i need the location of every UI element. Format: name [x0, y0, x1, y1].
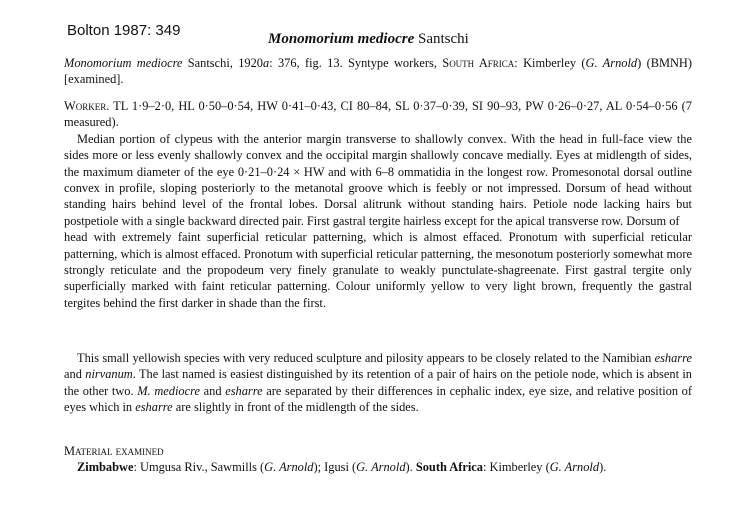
discussion-text: . The last named is easiest distinguished by its retention of a pair of hairs on the petiole node, which is absent in the other two. [64, 367, 692, 398]
material-section [64, 443, 692, 476]
discussion-text: This small yellowish species with very reduced sculpture and pilosity appears to be closely related to the Namibian [77, 351, 655, 365]
synonymy-collector: G. Arnold [585, 56, 638, 70]
discussion-paragraph [64, 350, 692, 416]
species-epithet: M. mediocre [137, 383, 200, 398]
material-collector: G. Arnold [264, 460, 314, 475]
species-epithet: esharre [654, 351, 692, 365]
material-heading: Material examined [64, 444, 164, 458]
species-epithet: nirvanum [85, 367, 133, 382]
synonymy-paragraph [64, 55, 692, 88]
material-collector: G. Arnold [356, 460, 406, 475]
species-name: Monomorium mediocre [268, 31, 415, 47]
material-country: Zimbabwe [77, 460, 134, 475]
species-epithet: esharre [135, 400, 173, 415]
worker-description-b: head with extremely faint superficial reticular patterning, which is almost effaced. Pronotum with superficial reticular patterning, which is almost effaced. Pronotum with superficial reticular patterning, the mesonotum posteriorly somewhat more strongly reticulate and the propodeum very finely granulate to weakly punctulate-shagreenate. First gastral tergite only superficially marked with faint reticular patterning. Colour uniformly yellow to very light brown, frequently the gastral tergites behind the first darker in shade than the first. [64, 230, 692, 310]
species-author: Santschi [418, 31, 469, 47]
synonymy-text: Santschi, 1920 [182, 56, 263, 70]
discussion-text: and [64, 367, 86, 382]
synonymy-name: Monomorium mediocre [64, 56, 183, 70]
material-list [64, 459, 692, 475]
synonymy-text: : 376, fig. 13. Syntype workers, [269, 56, 443, 70]
synonymy-year-suffix: a [262, 56, 270, 70]
synonymy-country: South Africa [442, 56, 515, 70]
citation-reference: Bolton 1987: 349 [67, 22, 181, 39]
material-text: : Umgusa Riv., Sawmills ( [133, 460, 265, 475]
worker-label: Worker [64, 99, 107, 113]
worker-section [64, 98, 692, 311]
material-collector: G. Arnold [549, 460, 600, 475]
worker-description-a: Median portion of clypeus with the anterior margin transverse to shallowly convex. With the head in full-face view the sides more or less evenly shallowly convex and the occipital margin shallowly concave medially. Eyes at midlength of sides, the maximum diameter of the eye 0·21–0·24 × HW and with 6–8 ommatidia in the longest row. Promesonotal dorsal outline convex in profile, sloping posteriorly to the metanotal groove which is feebly or not impressed. Dorsum of head without standing hairs behind level of the frontal lobes. Dorsal alitrunk without standing hairs. Petiole node lacking hairs but postpetiole with a single backward directed pair. First gastral tergite hairless except for the apical transverse row. Dorsum of [64, 131, 692, 228]
discussion-text: and [199, 383, 226, 398]
synonymy-text: ) (BMNH) [examined]. [64, 56, 693, 87]
discussion-text: are separated by their differences in cephalic index, eye size, and relative position of eyes which in [64, 383, 693, 415]
worker-measurements [64, 98, 692, 131]
material-text: ). [599, 460, 607, 475]
material-text: : Kimberley ( [482, 460, 550, 475]
measurements-text: . TL 1·9–2·0, HL 0·50–0·54, HW 0·41–0·43, CI 80–84, SL 0·37–0·39, SI 90–93, PW 0·26–0·27, AL 0·54–0·56 (7 measured). [64, 99, 692, 130]
material-country: South Africa [415, 460, 483, 475]
page-title [268, 31, 469, 48]
synonymy-text: : Kimberley ( [514, 56, 586, 70]
discussion-text: are slightly in front of the midlength of the sides. [172, 400, 419, 415]
species-epithet: esharre [225, 383, 263, 398]
material-text: ). [405, 460, 416, 475]
material-text: ); Igusi ( [313, 460, 357, 475]
